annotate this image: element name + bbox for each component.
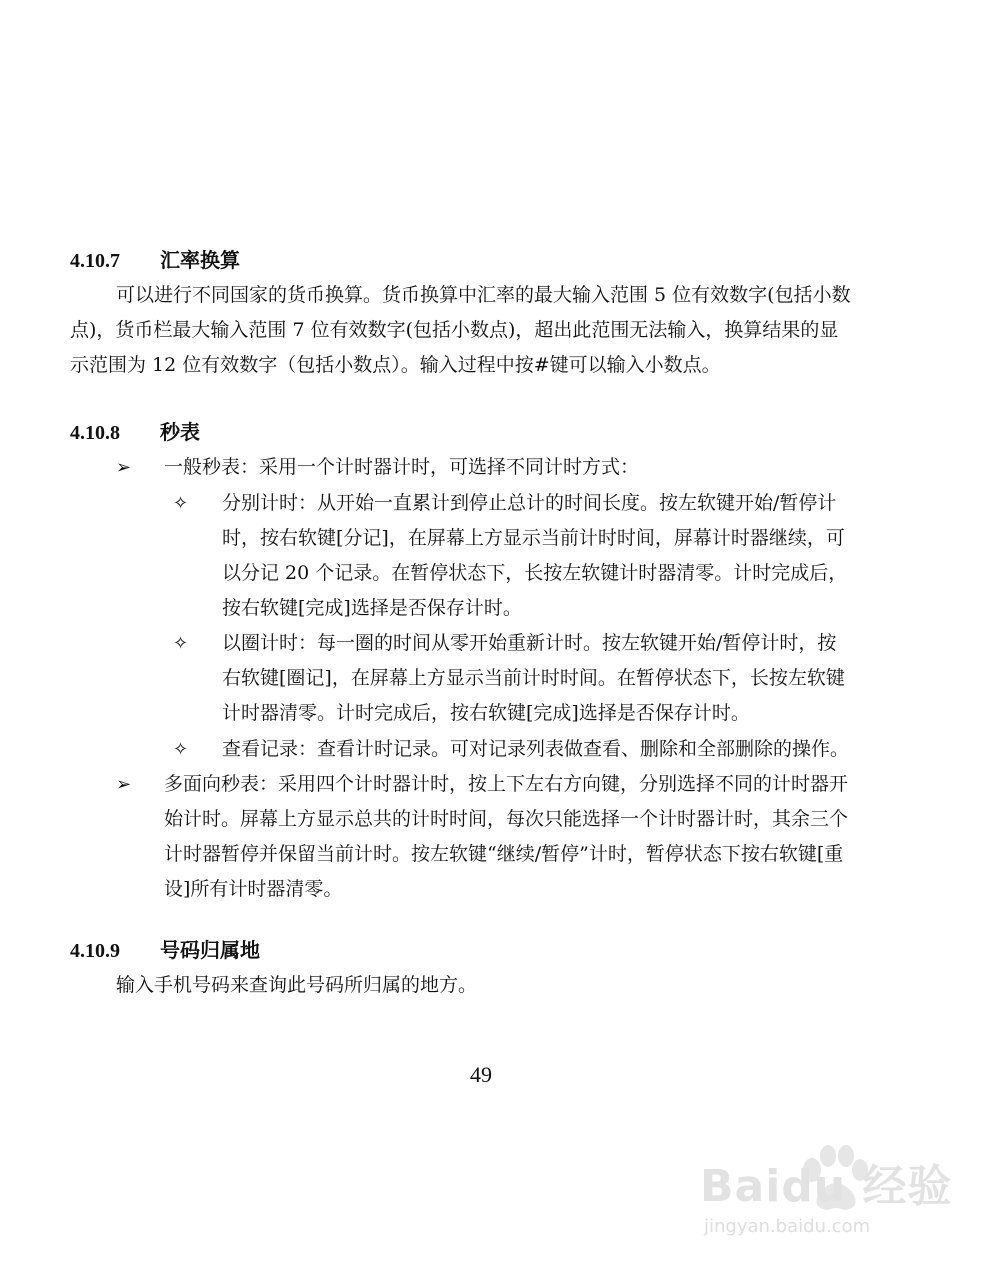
section-heading-4-10-9 bbox=[70, 934, 260, 963]
section-heading-4-10-7 bbox=[70, 244, 240, 273]
section-number: 4.10.7 bbox=[70, 250, 120, 272]
bullet-text: 多面向秒表：采用四个计时器计时，按上下左右方向键，分别选择不同的计时器开 bbox=[164, 773, 849, 795]
sub-bullet-line: 以分记 20 个记录。在暂停状态下，长按左软键计时器清零。计时完成后， bbox=[222, 562, 848, 584]
section-heading-4-10-8 bbox=[70, 416, 200, 445]
section-number: 4.10.8 bbox=[70, 422, 120, 444]
paragraph-line: 输入手机号码来查询此号码所归属的地方。 bbox=[116, 974, 478, 996]
diamond-star-bullet-icon: ✧ bbox=[173, 739, 189, 760]
section-title: 汇率换算 bbox=[160, 248, 240, 272]
watermark-text: Baidu 经验 bbox=[700, 1161, 953, 1212]
bullet-text: 计时器暂停并保留当前计时。按左软键“继续/暂停”计时，暂停状态下按右软键[重 bbox=[164, 843, 844, 865]
baidu-watermark bbox=[700, 1130, 953, 1240]
sub-bullet-line: 以圈计时：每一圈的时间从零开始重新计时。按左软键开始/暂停计时，按 bbox=[222, 632, 837, 654]
section-title: 秒表 bbox=[160, 420, 200, 444]
diamond-star-bullet-icon: ✧ bbox=[173, 493, 189, 514]
sub-bullet-line: 分别计时：从开始一直累计到停止总计的时间长度。按左软键开始/暂停计 bbox=[222, 492, 837, 514]
sub-bullet-line: 查看记录：查看计时记录。可对记录列表做查看、删除和全部删除的操作。 bbox=[222, 738, 850, 760]
section-title: 号码归属地 bbox=[160, 938, 260, 962]
arrow-bullet-icon: ➢ bbox=[116, 457, 132, 478]
paragraph-line: 点)，货币栏最大输入范围 7 位有效数字(包括小数点)，超出此范围无法输入，换算结果的显 bbox=[70, 319, 839, 341]
bullet-text: 设]所有计时器清零。 bbox=[164, 878, 343, 900]
arrow-bullet-icon: ➢ bbox=[116, 774, 132, 795]
sub-bullet-line: 计时器清零。计时完成后，按右软键[完成]选择是否保存计时。 bbox=[222, 702, 750, 724]
page-number: 49 bbox=[470, 1062, 492, 1087]
watermark-url: jingyan.baidu.com bbox=[704, 1216, 871, 1237]
sub-bullet-line: 按右软键[完成]选择是否保存计时。 bbox=[222, 597, 522, 619]
bullet-text: 始计时。屏幕上方显示总共的计时时间，每次只能选择一个计时器计时，其余三个 bbox=[164, 808, 849, 830]
paragraph-line: 可以进行不同国家的货币换算。货币换算中汇率的最大输入范围 5 位有效数字(包括小数 bbox=[116, 284, 851, 306]
section-number: 4.10.9 bbox=[70, 940, 120, 962]
sub-bullet-line: 时，按右软键[分记]，在屏幕上方显示当前计时时间，屏幕计时器继续，可 bbox=[222, 527, 845, 549]
diamond-star-bullet-icon: ✧ bbox=[173, 633, 189, 654]
bullet-text: 一般秒表：采用一个计时器计时，可选择不同计时方式： bbox=[164, 456, 640, 478]
sub-bullet-line: 右软键[圈记]，在屏幕上方显示当前计时时间。在暂停状态下，长按左软键 bbox=[222, 667, 845, 689]
paragraph-line: 示范围为 12 位有效数字（包括小数点）。输入过程中按#键可以输入小数点。 bbox=[70, 354, 721, 376]
